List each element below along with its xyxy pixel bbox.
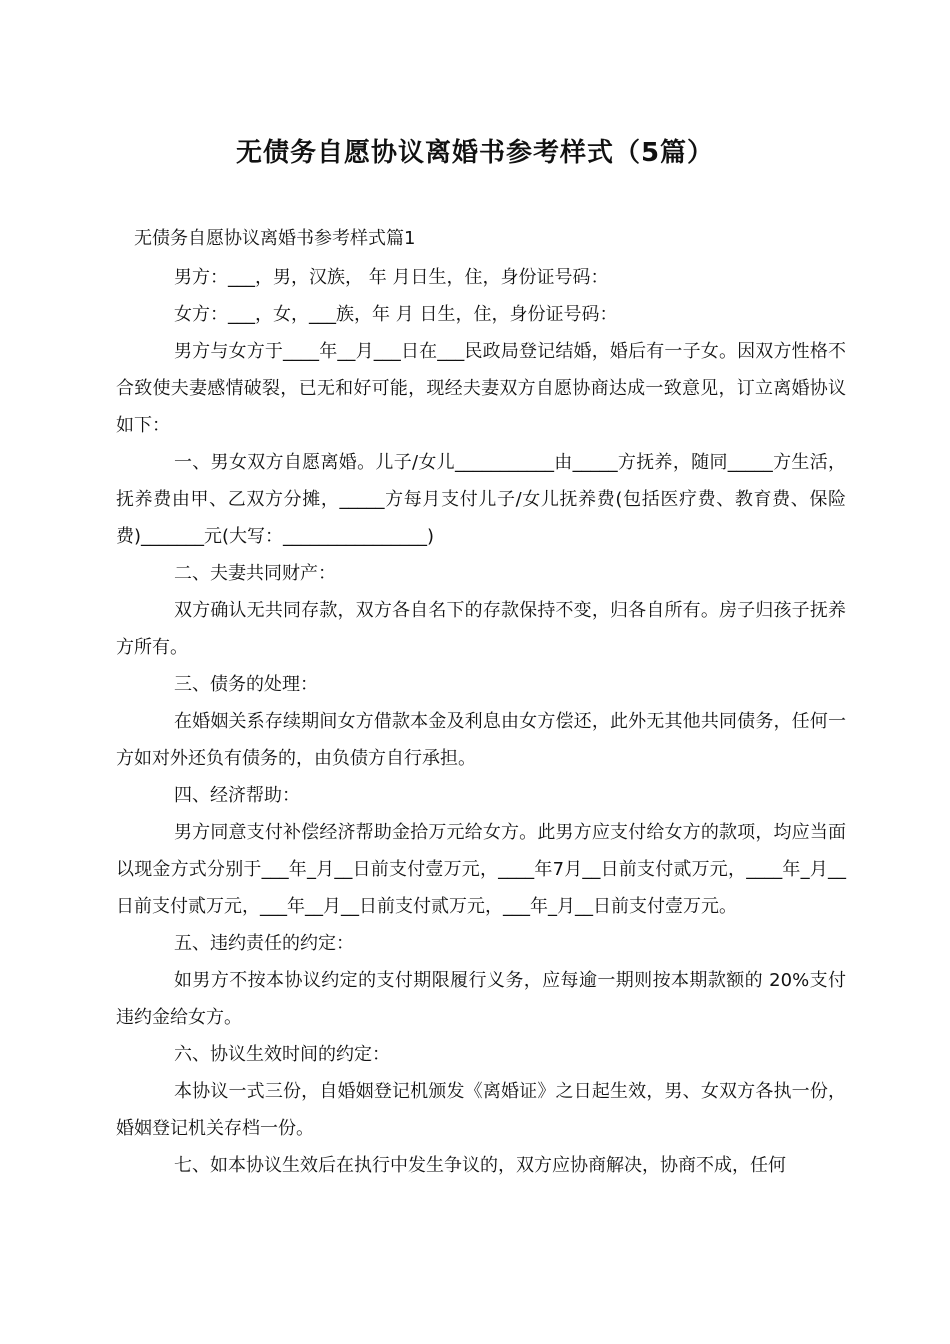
heading-clause-5: 五、违约责任的约定： [174, 933, 354, 954]
heading-clause-6: 六、协议生效时间的约定： [174, 1044, 390, 1065]
paragraph-clause-6: 本协议一式三份，自婚姻登记机颁发《离婚证》之日起生效，男、女双方各执一份，婚姻登记机关存档一份。 [116, 1081, 846, 1139]
heading-clause-4: 四、经济帮助： [174, 785, 300, 806]
section-subtitle: 无债务自愿协议离婚书参考样式篇1 [134, 228, 416, 249]
paragraph-clause-5: 如男方不按本协议约定的支付期限履行义务，应每逾一期则按本期款额的 20%支付违约金给女方。 [116, 970, 846, 1028]
paragraph-clause-4: 男方同意支付补偿经济帮助金拾万元给女方。此男方应支付给女方的款项，均应当面以现金方式分别于___年_月__日前支付壹万元，____年7月__日前支付贰万元，____年_月__日前支付贰万元，___年__月__日前支付贰万元，___年_月__日前支付壹万元。 [116, 822, 846, 917]
paragraph-clause-2: 双方确认无共同存款，双方各自名下的存款保持不变，归各自所有。房子归孩子抚养方所有。 [116, 600, 846, 658]
paragraph-male-party: 男方：___，男，汉族， 年 月日生，住，身份证号码： [174, 267, 609, 288]
document-title: 无债务自愿协议离婚书参考样式（5篇） [235, 138, 715, 168]
paragraph-marriage-info: 男方与女方于____年__月___日在___民政局登记结婚，婚后有一子女。因双方性格不合致使夫妻感情破裂，已无和好可能，现经夫妻双方自愿协商达成一致意见，订立离婚协议如下： [116, 341, 846, 436]
heading-clause-2: 二、夫妻共同财产： [174, 563, 336, 584]
paragraph-clause-7: 七、如本协议生效后在执行中发生争议的，双方应协商解决，协商不成，任何 [174, 1155, 786, 1176]
paragraph-clause-1: 一、男女双方自愿离婚。儿子/女儿___________由_____方抚养，随同_____方生活，抚养费由甲、乙双方分摊，_____方每月支付儿子/女儿抚养费(包括医疗费、教育费、保险费)_______元(大写：________________) [116, 452, 846, 547]
paragraph-clause-3: 在婚姻关系存续期间女方借款本金及利息由女方偿还，此外无其他共同债务，任何一方如对外还负有债务的，由负债方自行承担。 [116, 711, 846, 769]
heading-clause-3: 三、债务的处理： [174, 674, 318, 695]
paragraph-female-party: 女方：___，女，___族，年 月 日生，住，身份证号码： [174, 304, 618, 325]
document-body [116, 259, 846, 1184]
